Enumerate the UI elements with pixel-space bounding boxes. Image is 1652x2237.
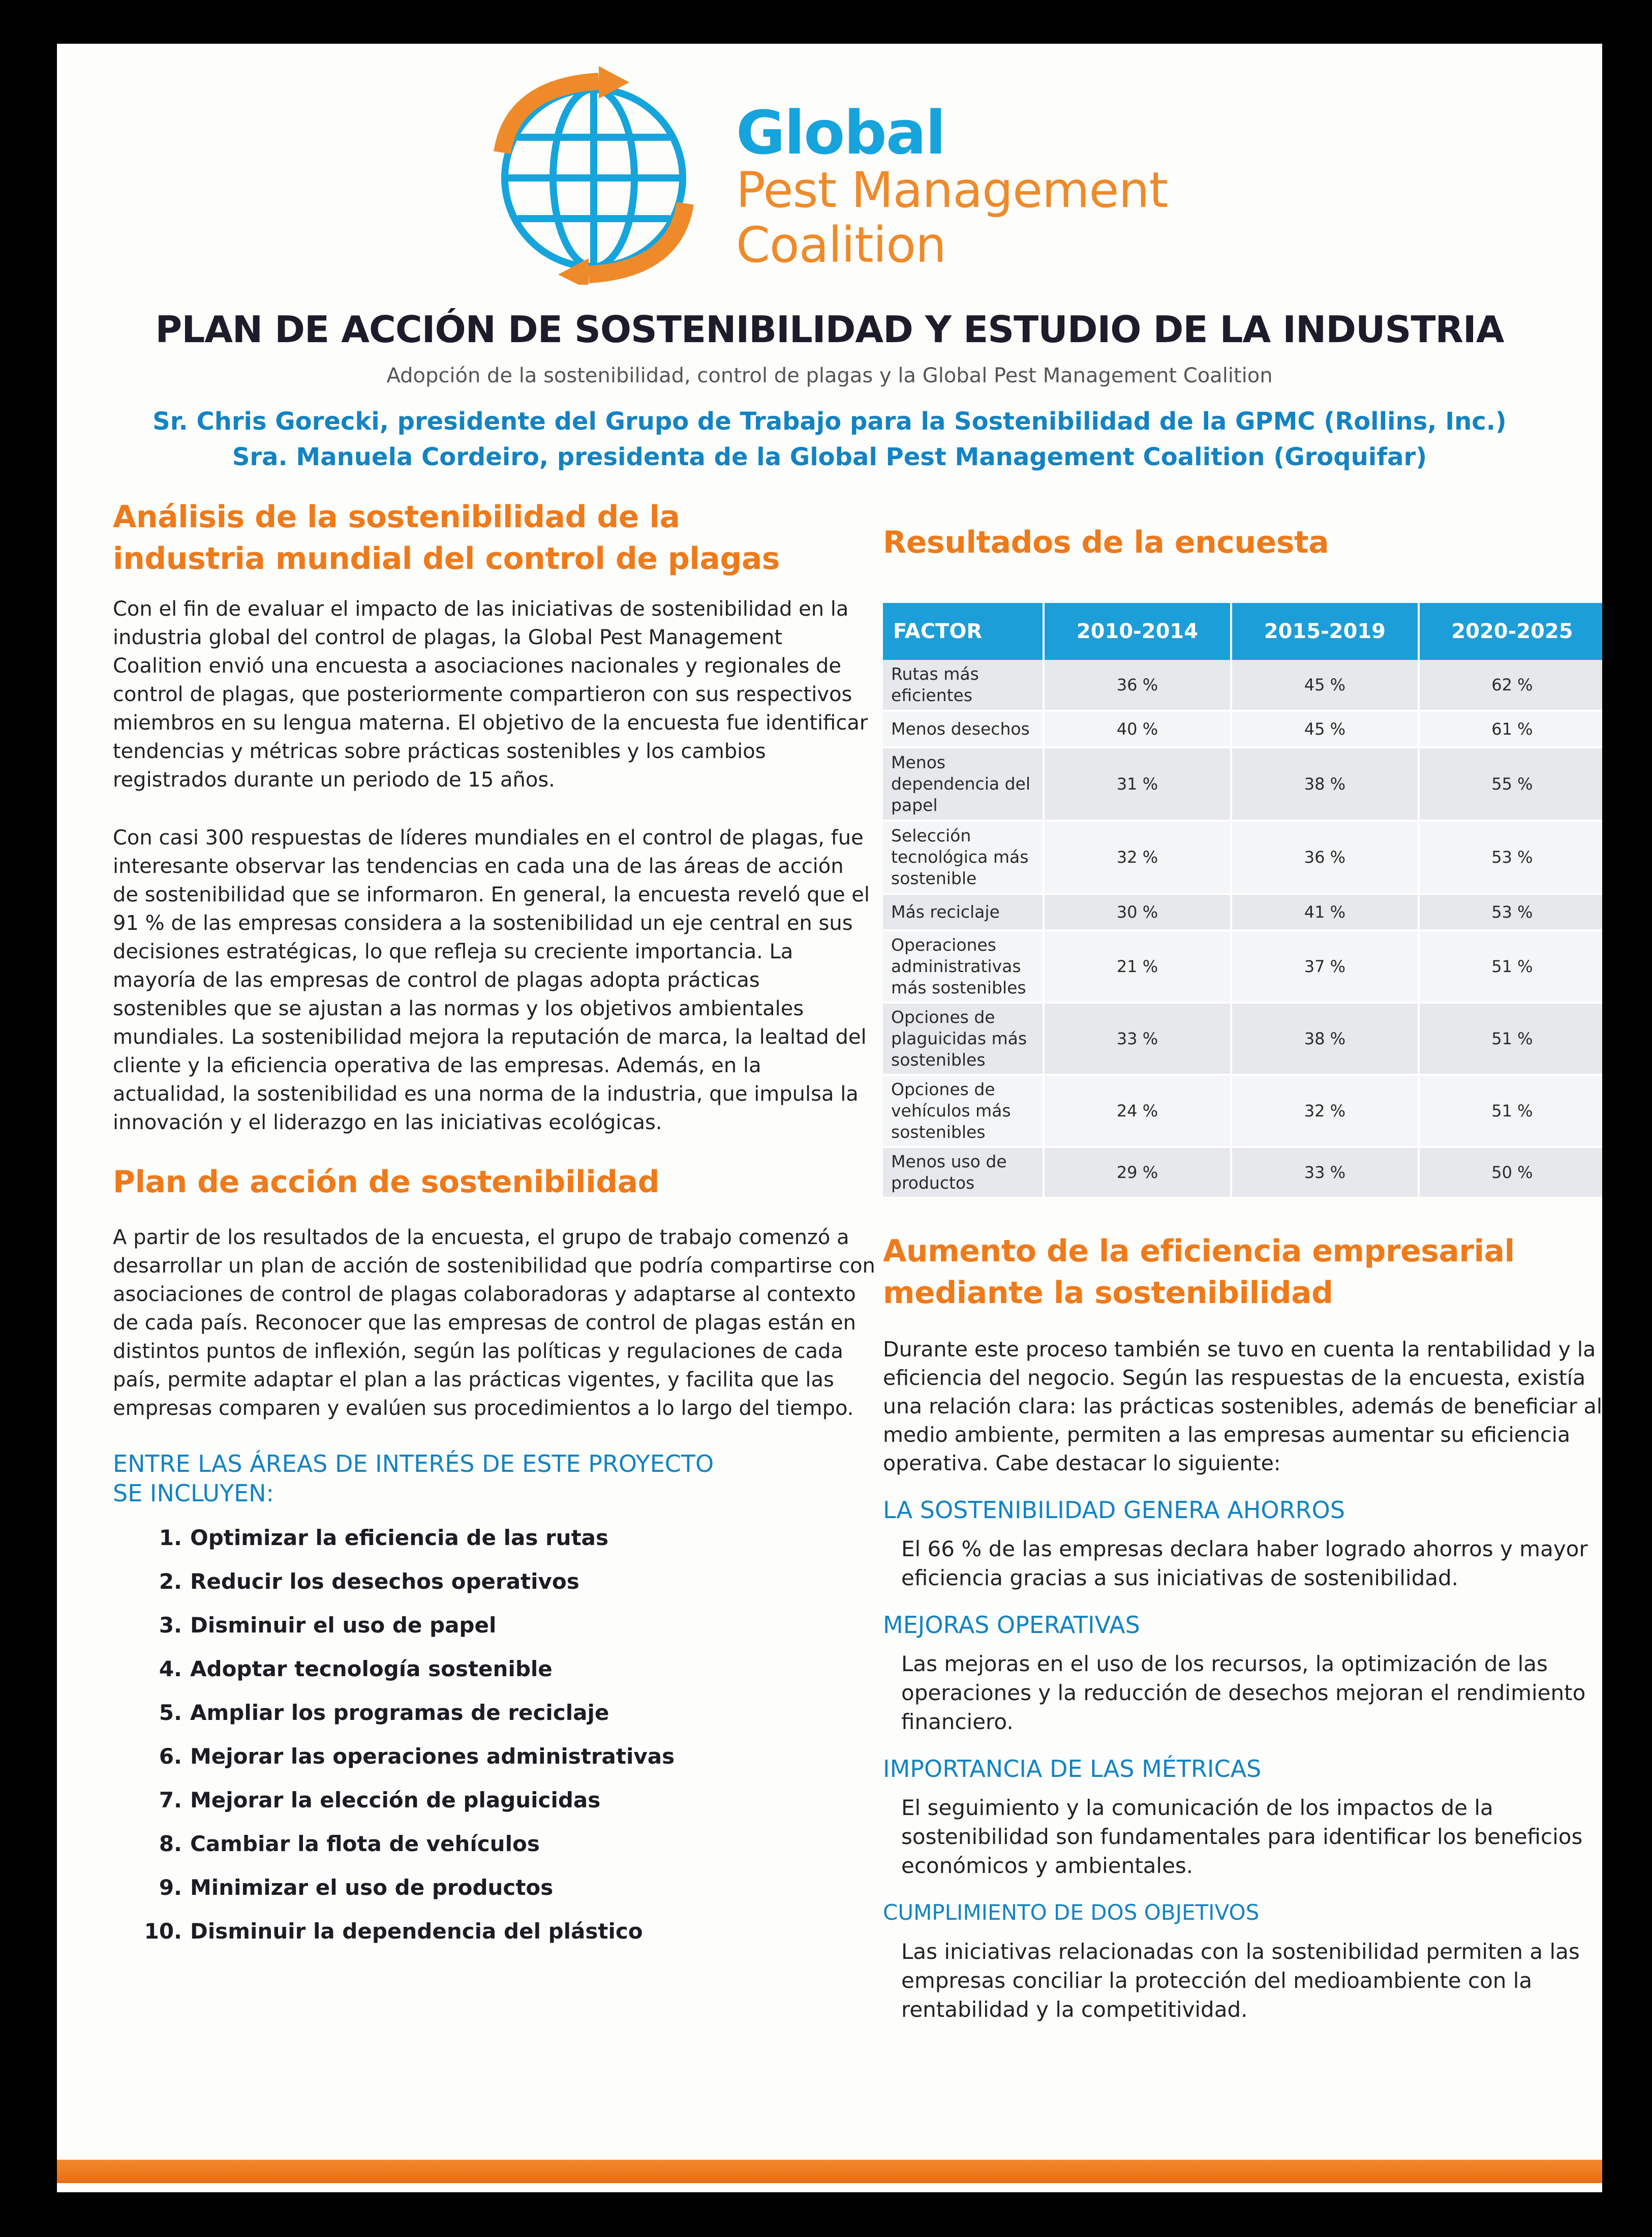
factor-cell: Rutas más eficientes [883,660,1044,711]
interest-heading-line1: ENTRE LAS ÁREAS DE INTERÉS DE ESTE PROYECTO [113,1450,714,1477]
table-row [883,930,1602,1003]
analysis-heading-line1: Análisis de la sostenibilidad de la [113,499,680,535]
factor-cell: Menos uso de productos [883,1147,1044,1198]
value-cell: 53 % [1419,894,1602,930]
value-cell: 30 % [1044,894,1231,930]
efficiency-heading-line2: mediante la sostenibilidad [883,1275,1333,1311]
operational-improvements-text: Las mejoras en el uso de los recursos, la optimización de las operaciones y la reducción de desechos mejoran el rendimiento financiero. [901,1651,1586,1734]
value-cell: 45 % [1231,711,1419,747]
factor-cell: Menos dependencia del papel [883,747,1044,821]
value-cell: 31 % [1044,747,1231,821]
column-header-2020-2025: 2020-2025 [1419,603,1602,660]
value-cell: 55 % [1419,747,1602,821]
two-objectives-heading: CUMPLIMIENTO DE DOS OBJETIVOS [883,1900,1260,1925]
value-cell: 51 % [1419,1003,1602,1075]
brand-name [736,98,1168,274]
table-row [883,747,1602,821]
plan-heading: Plan de acción de sostenibilidad [113,1164,660,1200]
table-row [883,711,1602,747]
list-number: 7. [159,1788,182,1812]
interest-heading [113,1449,875,1508]
operational-improvements-heading: MEJORAS OPERATIVAS [883,1611,1140,1639]
table-row [883,1147,1602,1198]
factor-cell: Menos desechos [883,711,1044,747]
factor-cell: Opciones de vehículos más sostenibles [883,1075,1044,1147]
factor-cell: Operaciones administrativas más sostenibles [883,930,1044,1003]
value-cell: 51 % [1419,930,1602,1003]
list-text: Adoptar tecnología sostenible [190,1656,553,1681]
list-number: 5. [159,1700,182,1725]
column-header-factor: FACTOR [883,603,1044,660]
value-cell: 32 % [1044,821,1231,894]
savings-heading: LA SOSTENIBILIDAD GENERA AHORROS [883,1496,1345,1524]
table-row [883,894,1602,930]
survey-heading: Resultados de la encuesta [883,525,1329,560]
author-1: Sr. Chris Gorecki, presidente del Grupo de Trabajo para la Sostenibilidad de la GPMC (Rollins, Inc.) [152,407,1507,436]
metrics-importance-heading: IMPORTANCIA DE LAS MÉTRICAS [883,1755,1262,1782]
list-text: Mejorar las operaciones administrativas [190,1744,675,1769]
page-subtitle: Adopción de la sostenibilidad, control de plagas y la Global Pest Management Coalition [386,364,1273,387]
efficiency-intro: Durante este proceso también se tuvo en cuenta la rentabilidad y la eficiencia del negocio. Según las respuestas de la encuesta, existía una relación clara: las prácticas sostenibles, además de beneficiar al medio ambiente, permiten a las empresas aumentar su eficiencia operativa. Cabe destacar lo siguiente: [883,1337,1602,1475]
list-item [141,1516,875,1560]
value-cell: 41 % [1231,894,1419,930]
list-number: 8. [159,1831,182,1856]
value-cell: 36 % [1044,660,1231,711]
right-column [883,522,1602,2024]
value-cell: 36 % [1231,821,1419,894]
efficiency-heading [883,1230,1602,1314]
list-item [141,1647,875,1691]
list-text: Reducir los desechos operativos [190,1569,579,1594]
analysis-paragraph-1: Con el fin de evaluar el impacto de las iniciativas de sostenibilidad en la industria global del control de plagas, la Global Pest Management Coalition envió una encuesta a asociaciones nacionales y regionales de control de plagas, que posteriormente compartieron con sus respectivos miembros en su lengua materna. El objetivo de la encuesta fue identificar tendencias y métricas sobre prácticas sostenibles y los cambios registrados durante un periodo de 15 años. [113,597,868,792]
value-cell: 51 % [1419,1075,1602,1147]
list-text: Disminuir el uso de papel [190,1613,497,1638]
globe-with-arrows-icon [482,66,706,285]
factor-cell: Opciones de plaguicidas más sostenibles [883,1003,1044,1075]
value-cell: 50 % [1419,1147,1602,1198]
value-cell: 38 % [1231,1003,1419,1075]
table-row [883,660,1602,711]
column-header-2015-2019: 2015-2019 [1231,603,1419,660]
list-number: 3. [159,1613,182,1638]
analysis-heading [113,496,875,580]
value-cell: 29 % [1044,1147,1231,1198]
table-row [883,1003,1602,1075]
table-row [883,821,1602,894]
list-number: 2. [159,1569,182,1594]
value-cell: 53 % [1419,821,1602,894]
list-text: Disminuir la dependencia del plástico [190,1919,643,1944]
two-objectives-text: Las iniciativas relacionadas con la sostenibilidad permiten a las empresas conciliar la protección del medioambiente con la rentabilidad y la competitividad. [901,1939,1580,2022]
value-cell: 24 % [1044,1075,1231,1147]
table-row [883,1075,1602,1147]
factor-cell: Selección tecnológica más sostenible [883,821,1044,894]
list-number: 4. [159,1656,182,1681]
list-item [141,1604,875,1647]
list-item [141,1778,875,1822]
list-item [141,1691,875,1735]
value-cell: 33 % [1044,1003,1231,1075]
value-cell: 21 % [1044,930,1231,1003]
footer-orange-bar [57,2160,1602,2183]
list-text: Mejorar la elección de plaguicidas [190,1788,601,1812]
list-text: Cambiar la flota de vehículos [190,1831,540,1856]
value-cell: 62 % [1419,660,1602,711]
list-item [141,1910,875,1953]
metrics-importance-text: El seguimiento y la comunicación de los impactos de la sostenibilidad son fundamentales para identificar los beneficios económicos y ambientales. [901,1795,1583,1878]
list-number: 6. [159,1744,182,1769]
page-title: PLAN DE ACCIÓN DE SOSTENIBILIDAD Y ESTUDIO DE LA INDUSTRIA [155,308,1504,351]
value-cell: 45 % [1231,660,1419,711]
list-item [141,1735,875,1778]
list-number: 9. [159,1875,182,1900]
poster-page [57,44,1602,2192]
plan-paragraph: A partir de los resultados de la encuesta, el grupo de trabajo comenzó a desarrollar un plan de acción de sostenibilidad que podría compartirse con asociaciones de control de plagas colaboradoras y adaptarse al contexto de cada país. Reconocer que las empresas de control de plagas están en distintos puntos de inflexión, según las políticas y regulaciones de cada país, permite adaptar el plan a las prácticas vigentes, y facilita que las empresas comparen y evalúen sus procedimientos a lo largo del tiempo. [113,1226,875,1420]
list-number: 1. [159,1525,182,1550]
logo [482,66,1244,285]
savings-text: El 66 % de las empresas declara haber logrado ahorros y mayor eficiencia gracias a sus iniciativas de sostenibilidad. [901,1536,1588,1590]
list-number: 10. [144,1919,182,1944]
list-text: Ampliar los programas de reciclaje [190,1700,609,1725]
authors [57,404,1602,475]
interest-list [113,1516,875,1953]
brand-line-coalition: Coalition [736,217,946,274]
value-cell: 37 % [1231,930,1419,1003]
list-text: Minimizar el uso de productos [190,1875,554,1900]
brand-line-pest-management: Pest Management [736,162,1168,219]
efficiency-heading-line1: Aumento de la eficiencia empresarial [883,1233,1515,1269]
analysis-heading-line2: industria mundial del control de plagas [113,541,780,577]
value-cell: 61 % [1419,711,1602,747]
table-header-row [883,603,1602,660]
list-text: Optimizar la eficiencia de las rutas [190,1525,608,1550]
list-item [141,1866,875,1910]
left-column [113,496,875,1953]
value-cell: 40 % [1044,711,1231,747]
column-header-2010-2014: 2010-2014 [1044,603,1231,660]
survey-results-table [883,603,1602,1199]
factor-cell: Más reciclaje [883,894,1044,930]
value-cell: 33 % [1231,1147,1419,1198]
analysis-paragraph-2: Con casi 300 respuestas de líderes mundiales en el control de plagas, fue interesante observar las tendencias en cada una de las áreas de acción de sostenibilidad que se informaron. En general, la encuesta reveló que el 91 % de las empresas considera a la sostenibilidad un eje central en sus decisiones estratégicas, lo que refleja su creciente importancia. La mayoría de las empresas de control de plagas adopta prácticas sostenibles que se ajustan a las normas y los objetivos ambientales mundiales. La sostenibilidad mejora la reputación de marca, la lealtad del cliente y la eficiencia operativa de las empresas. Además, en la actualidad, la sostenibilidad es una norma de la industria, que impulsa la innovación y el liderazgo en las iniciativas ecológicas. [113,826,870,1134]
brand-line-global: Global [736,98,945,168]
list-item [141,1822,875,1866]
interest-heading-line2: SE INCLUYEN: [113,1479,274,1507]
value-cell: 32 % [1231,1075,1419,1147]
list-item [141,1560,875,1604]
author-2: Sra. Manuela Cordeiro, presidenta de la Global Pest Management Coalition (Groquifar) [232,443,1427,471]
value-cell: 38 % [1231,747,1419,821]
